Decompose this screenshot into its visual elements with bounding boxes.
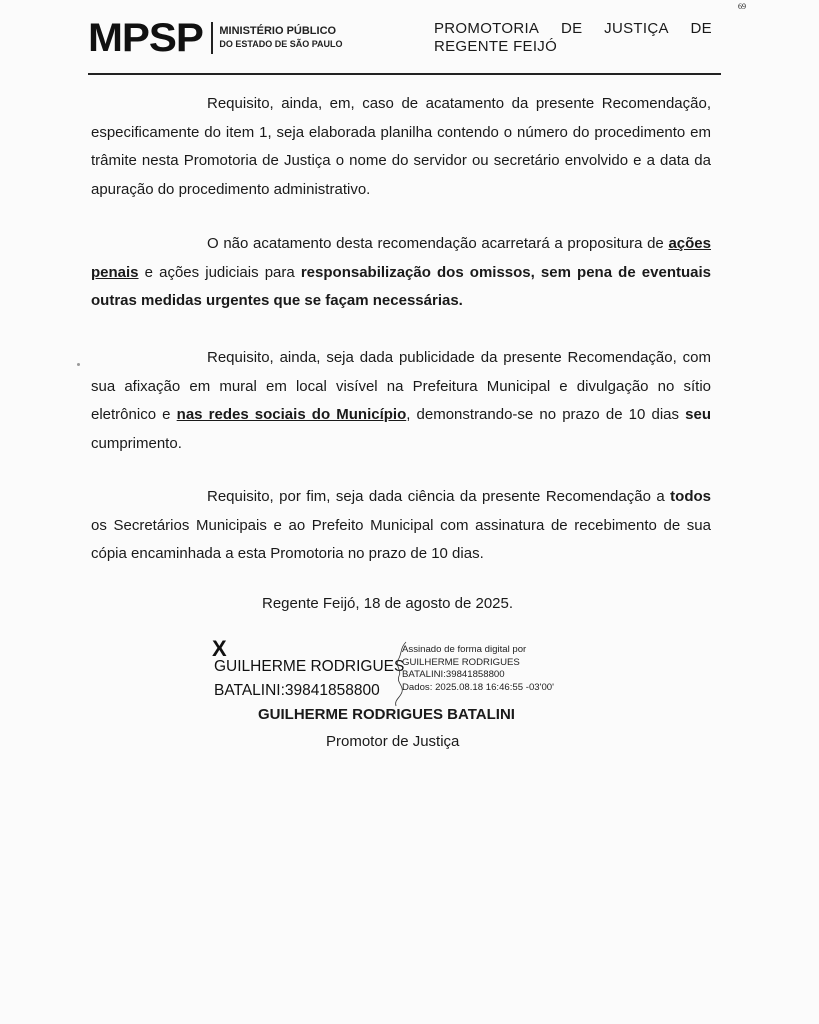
office-word: DE: [690, 20, 712, 37]
paragraph-3-text: Requisito, ainda, seja dada publicidade da presente Recomendação, com sua afixação em mural em local visível na Prefeitura Municipal e divulgação no sítio eletrônico e: [91, 349, 711, 424]
digital-signature-line-1: Assinado de forma digital por: [402, 644, 527, 655]
paragraph-3-emphasis-underlined: nas redes sociais do Município: [176, 406, 407, 424]
digital-signature-line-2: GUILHERME RODRIGUES: [402, 656, 520, 668]
paragraph-3-emphasis: seu: [685, 406, 711, 424]
digital-signature-line-4: Dados: 2025.08.18 16:46:55 -03'00': [402, 681, 554, 693]
logo-text: [219, 25, 342, 51]
header-rule: [88, 73, 721, 75]
paragraph-1: Requisito, ainda, em, caso de acatamento da presente Recomendação, especificamente do item 1, seja elaborada planilha contendo o número do procedimento em trâmite nesta Promotoria de Justiça o nome do servidor ou secretário envolvido e a data da apuração do procedimento administrativo.: [91, 95, 711, 199]
office-word: PROMOTORIA: [434, 20, 540, 37]
signature-x-mark: X: [212, 636, 227, 661]
paragraph-4-text: os Secretários Municipais e ao Prefeito Municipal com assinatura de recebimento de sua cópia encaminhada a esta Promotoria no prazo de 10 dias.: [91, 516, 711, 563]
paragraph-2-text: O não acatamento desta recomendação acarretará a propositura de: [207, 235, 669, 252]
office-title-line-2: REGENTE FEIJÓ: [434, 38, 558, 55]
signature-name-line-1: GUILHERME RODRIGUES: [214, 658, 405, 675]
paragraph-2-emphasis: responsabilização dos omissos, sem pena de eventuais outras medidas urgentes que se façam necessárias.: [91, 263, 711, 310]
paragraph-4-text: Requisito, por fim, seja dada ciência da presente Recomendação a: [207, 488, 671, 505]
paragraph-3-text: cumprimento.: [91, 435, 182, 453]
logo-mark: MPSP: [88, 16, 203, 60]
signature-name: [214, 655, 404, 703]
paragraph-4: [91, 483, 711, 569]
office-title: [434, 20, 712, 56]
signer-name: GUILHERME RODRIGUES BATALINI: [258, 706, 515, 723]
office-word: DE: [560, 20, 583, 37]
paragraph-4-emphasis: todos: [670, 488, 711, 505]
paragraph-2-text: e ações judiciais para: [138, 263, 301, 281]
logo-divider: [211, 22, 213, 54]
mpsp-logo: [88, 18, 343, 58]
logo-line-1: MINISTÉRIO PÚBLICO: [219, 25, 337, 37]
office-title-line-1: [434, 20, 712, 38]
signer-role: Promotor de Justiça: [326, 733, 460, 750]
signature-name-line-2: BATALINI:39841858800: [214, 682, 380, 699]
paragraph-3: [91, 344, 711, 459]
page-number: 69: [738, 2, 746, 11]
logo-line-2: DO ESTADO DE SÃO PAULO: [219, 39, 343, 49]
digital-signature-details: [402, 644, 554, 694]
paragraph-3-text: , demonstrando-se no prazo de 10 dias: [406, 406, 686, 424]
paragraph-2: [91, 230, 711, 316]
digital-signature-line-3: BATALINI:39841858800: [402, 669, 505, 680]
paragraph-2-emphasis-underlined: ações penais: [91, 235, 711, 281]
scan-speck: [77, 363, 80, 366]
date-line: Regente Feijó, 18 de agosto de 2025.: [262, 595, 514, 612]
office-word: JUSTIÇA: [604, 20, 669, 37]
